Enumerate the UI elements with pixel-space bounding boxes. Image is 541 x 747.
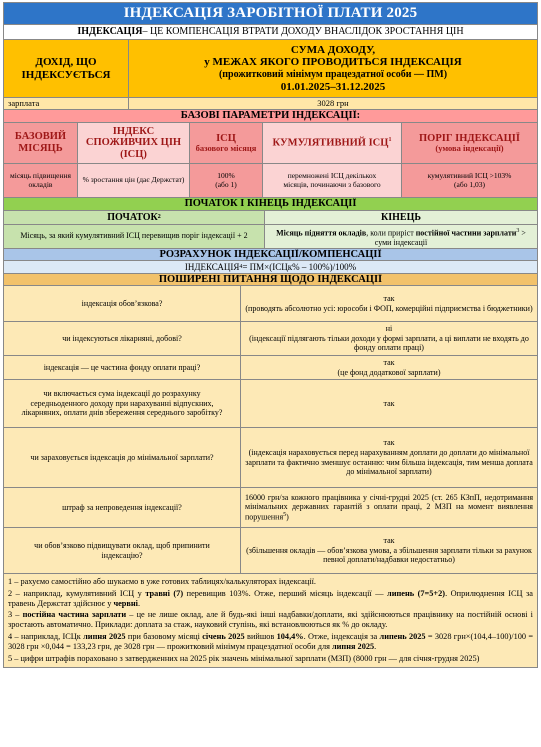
faq-question-1: індексація обов’язкова?: [4, 286, 240, 322]
threshold-title-sub: (умова індексації): [435, 143, 504, 154]
start-title: [4, 211, 264, 225]
base-month-title: БАЗОВИЙ МІСЯЦЬ: [4, 123, 77, 164]
footnotes: [3, 574, 538, 668]
start-end-heading: ПОЧАТОК І КІНЕЦЬ ІНДЕКСАЦІЇ: [4, 198, 537, 211]
faq-item-3: [3, 356, 538, 380]
subtitle-term: ІНДЕКСАЦІЯ: [77, 26, 143, 38]
footnote-3-a: 3 –: [8, 610, 23, 620]
start-title-label: ПОЧАТОК: [107, 211, 158, 223]
footnote-4-c: при базовому місяці: [125, 632, 203, 642]
formula-a: ІНДЕКСАЦІЯ: [184, 261, 240, 272]
sum-line-4: 01.01.2025–31.12.2025: [280, 80, 386, 93]
formula-row: [3, 261, 538, 274]
faq-answer-5-head: так: [383, 438, 395, 448]
cumulative-cpi-desc: перемножені ІСЦ декількох місяців, починаючи з базового: [262, 164, 401, 198]
faq-item-5: [3, 428, 538, 488]
note-ref-2: 2: [157, 214, 161, 221]
faq-question-2: чи індексуються лікарняні, добові?: [4, 322, 240, 356]
threshold-title-main: ПОРІГ ІНДЕКСАЦІЇ: [419, 132, 520, 144]
sum-line-2: у МЕЖАХ ЯКОГО ПРОВОДИТЬСЯ ІНДЕКСАЦІЯ: [204, 56, 462, 69]
subtitle-row: [3, 25, 538, 40]
base-month-desc: місяць підвищення окладів: [4, 164, 77, 198]
threshold-title: [401, 123, 537, 164]
base-cpi-desc: [189, 164, 262, 198]
footnote-2-b: травні (7): [145, 588, 184, 598]
faq-answer-2-body: (індексації підлягають тільки доходи у формі зарплати, а ці виплати не входять до фонду оплати праці): [249, 333, 529, 353]
indexation-formula: [4, 261, 537, 274]
start-end-descs: [3, 225, 538, 249]
faq-item-6: [3, 488, 538, 528]
footnote-2-g: .: [137, 598, 141, 608]
calc-heading-row: [3, 249, 538, 261]
formula-b: = ПМ×(ІСЦк% – 100%)/100%: [242, 261, 357, 272]
faq-question-4: чи включається сума індексації до розрахунку середньоденного доходу при нарахуванні відпускних, лікарняних, оплати днів збереження середнього заробітку?: [4, 380, 240, 428]
base-params-heading-row: [3, 110, 538, 123]
faq-answer-3: [240, 356, 537, 380]
salary-label: зарплата: [4, 98, 128, 110]
threshold-desc-2: (або 1,03): [454, 179, 485, 189]
faq-question-5: чи зараховується індексація до мінімальної зарплати?: [4, 428, 240, 488]
base-cpi-title-sub: базового місяця: [195, 143, 257, 154]
note-ref-4: 4: [239, 263, 243, 270]
page-subtitle: [4, 25, 537, 40]
end-title: КІНЕЦЬ: [264, 211, 537, 225]
footnote-4-k: .: [374, 642, 377, 652]
sum-block: [128, 40, 537, 98]
footnote-4-g: . Отже, індексація за: [303, 632, 380, 642]
faq-answer-1: [240, 286, 537, 322]
faq-answer-6-end: ): [286, 512, 289, 522]
base-params-titles: [3, 123, 538, 164]
footnote-2-d: липень (7=5+2): [387, 588, 446, 598]
footnote-3-b: постійна частина зарплати: [22, 610, 127, 620]
start-desc: Місяць, за який кумулятивний ІСЦ перевищив поріг індексації + 2: [4, 225, 264, 249]
threshold-desc-1: кумулятивний ІСЦ >103%: [427, 170, 512, 180]
salary-value: 3028 грн: [128, 98, 537, 110]
footnote-5: 5 – цифри штрафів пораховано з затвердженних на 2025 рік значень мінімальної зарплати (МЗП) (8000 грн — для січня-грудня 2025): [8, 653, 480, 663]
base-cpi-title-main: ІСЦ: [216, 132, 236, 144]
start-end-heading-row: [3, 198, 538, 211]
threshold-desc: [401, 164, 537, 198]
cumulative-cpi-title-label: КУМУЛЯТИВНИЙ ІСЦ: [272, 137, 389, 149]
cpi-desc: % зростання цін (дає Держстат): [77, 164, 189, 198]
footnote-1: 1 – рахуємо самостійно або шукаємо в уже готових таблицях/калькуляторах індексації.: [8, 577, 316, 586]
faq-item-2: [3, 322, 538, 356]
faq-item-4: [3, 380, 538, 428]
base-params-descs: [3, 164, 538, 198]
end-desc-a: Місяць підняття окладів: [276, 228, 367, 238]
cpi-title: ІНДЕКС СПОЖИВЧИХ ЦІН (ІСЦ): [77, 123, 189, 164]
note-ref-3: 3: [516, 228, 520, 234]
faq-heading: ПОШИРЕНІ ПИТАННЯ ЩОДО ІНДЕКСАЦІЇ: [4, 274, 537, 286]
faq-answer-1-body: (проводять абсолютно усі: юрособи і ФОП, комерційні підприємства і бюджетники): [245, 303, 533, 313]
faq-answer-6-text: 16000 грн/за кожного працівника у січні-грудні 2025 (ст. 265 КЗпП, недотримання мінімальних державних гарантій з оплати праці, 2 МЗП на момент виявлення порушення: [245, 492, 533, 522]
faq-answer-2-head: ні: [385, 324, 393, 334]
salary-row: [3, 98, 538, 110]
faq-item-7: [3, 528, 538, 574]
start-end-titles: [3, 211, 538, 225]
faq-answer-6: [240, 488, 537, 528]
footnote-4-j: липня 2025: [331, 642, 375, 652]
footnote-2-e: . Оприлюднення ІСЦ за травень Держстат здійснює у: [8, 588, 533, 608]
faq-question-7: чи обов’язково підвищувати оклад, щоб припинити індексацію?: [4, 528, 240, 574]
faq-answer-2: [240, 322, 537, 356]
footnote-4-d: січень 2025: [202, 632, 245, 642]
faq-heading-row: [3, 274, 538, 286]
faq-question-6: штраф за непроведення індексації?: [4, 488, 240, 528]
title-row: [3, 2, 538, 25]
base-cpi-desc-1: 100%: [217, 170, 235, 180]
end-desc: [264, 225, 537, 249]
footnote-2-f: червні: [113, 598, 138, 608]
faq-answer-5: [240, 428, 537, 488]
footnote-4-e: вийшов: [244, 632, 277, 642]
footnote-2-a: 2 – наприклад, кумулятивний ІСЦ у: [8, 588, 146, 598]
faq-answer-3-body: (це фонд додаткової зарплати): [337, 367, 441, 377]
footnote-4-a: 4 – наприклад, ІСЦк: [8, 632, 84, 642]
base-cpi-desc-2: (або 1): [215, 179, 237, 189]
end-desc-b: , коли приріст: [366, 228, 416, 238]
faq-answer-3-head: так: [383, 357, 395, 367]
footnote-2: [8, 589, 533, 609]
faq-answer-4: [240, 380, 537, 428]
page-title: ІНДЕКСАЦІЯ ЗАРОБІТНОЇ ПЛАТИ 2025: [4, 3, 537, 25]
note-ref-1: 1: [388, 136, 392, 143]
faq-answer-7-body: (збільшення окладів — обов’язкова умова, а збільшення зарплати тільки за рахунок певної доплати/надбавки недостатньо): [246, 545, 532, 565]
faq-answer-7: [240, 528, 537, 574]
sum-line-1: СУМА ДОХОДУ,: [290, 43, 376, 56]
footnote-4-f: 104,4%: [276, 632, 304, 642]
footnote-3: [8, 610, 533, 630]
note-ref-5: 5: [283, 511, 287, 518]
footnote-2-c: перевищив 103%. Отже, перший місяць індексації —: [183, 588, 388, 598]
header-row: [3, 40, 538, 98]
footnote-4-h: липень 2025: [379, 632, 426, 642]
income-label: ДОХІД, ЩО ІНДЕКСУЄТЬСЯ: [4, 40, 128, 98]
faq-answer-7-head: так: [383, 536, 395, 546]
faq-answer-6-body: [245, 493, 533, 522]
footnote-4-b: липня 2025: [83, 632, 126, 642]
footnote-4-i: = 3028 грн×(104,4–100)/100 = 3028 грн ×0,044 = 133,23 грн, де 3028 грн — прожитковий мінімум працездатної особи для: [8, 632, 534, 652]
faq-item-1: [3, 286, 538, 322]
base-cpi-title: [189, 123, 262, 164]
footnote-3-c: – це не лише оклад, але й будь-які інші надбавки/доплати, які здійснюються працівнику на постійній основі і зростають автоматично. Приклади: доплата за стаж, науковий ступінь, які встановлюються як % до окладу.: [8, 610, 533, 630]
calc-heading: РОЗРАХУНОК ІНДЕКСАЦІЇ/КОМПЕНСАЦІЇ: [4, 249, 537, 261]
faq-answer-4-head: так: [383, 398, 395, 408]
faq-question-3: індексація — це частина фонду оплати праці?: [4, 356, 240, 380]
subtitle-definition: – ЦЕ КОМПЕНСАЦІЯ ВТРАТИ ДОХОДУ ВНАСЛІДОК ЗРОСТАННЯ ЦІН: [142, 26, 464, 38]
end-desc-d: > суми індексації: [374, 228, 526, 247]
cumulative-cpi-title: [262, 123, 401, 164]
base-params-heading: БАЗОВІ ПАРАМЕТРИ ІНДЕКСАЦІЇ:: [4, 110, 537, 123]
sum-line-3: (прожитковий мінімум працездатної особи — ПМ): [218, 69, 448, 81]
cumulative-cpi-title-text: [273, 137, 392, 149]
faq-answer-1-head: так: [383, 293, 395, 303]
footnote-4: [8, 632, 533, 652]
faq-answer-5-body: (індексація нараховується перед нарахуванням доплати до доплати до мінімальної зарплати та фактично зменшує останню: чим більша індексація, тим менша доплата до мінімальної зарплати): [245, 447, 533, 477]
end-desc-c: постійної частини зарплати: [415, 228, 517, 238]
